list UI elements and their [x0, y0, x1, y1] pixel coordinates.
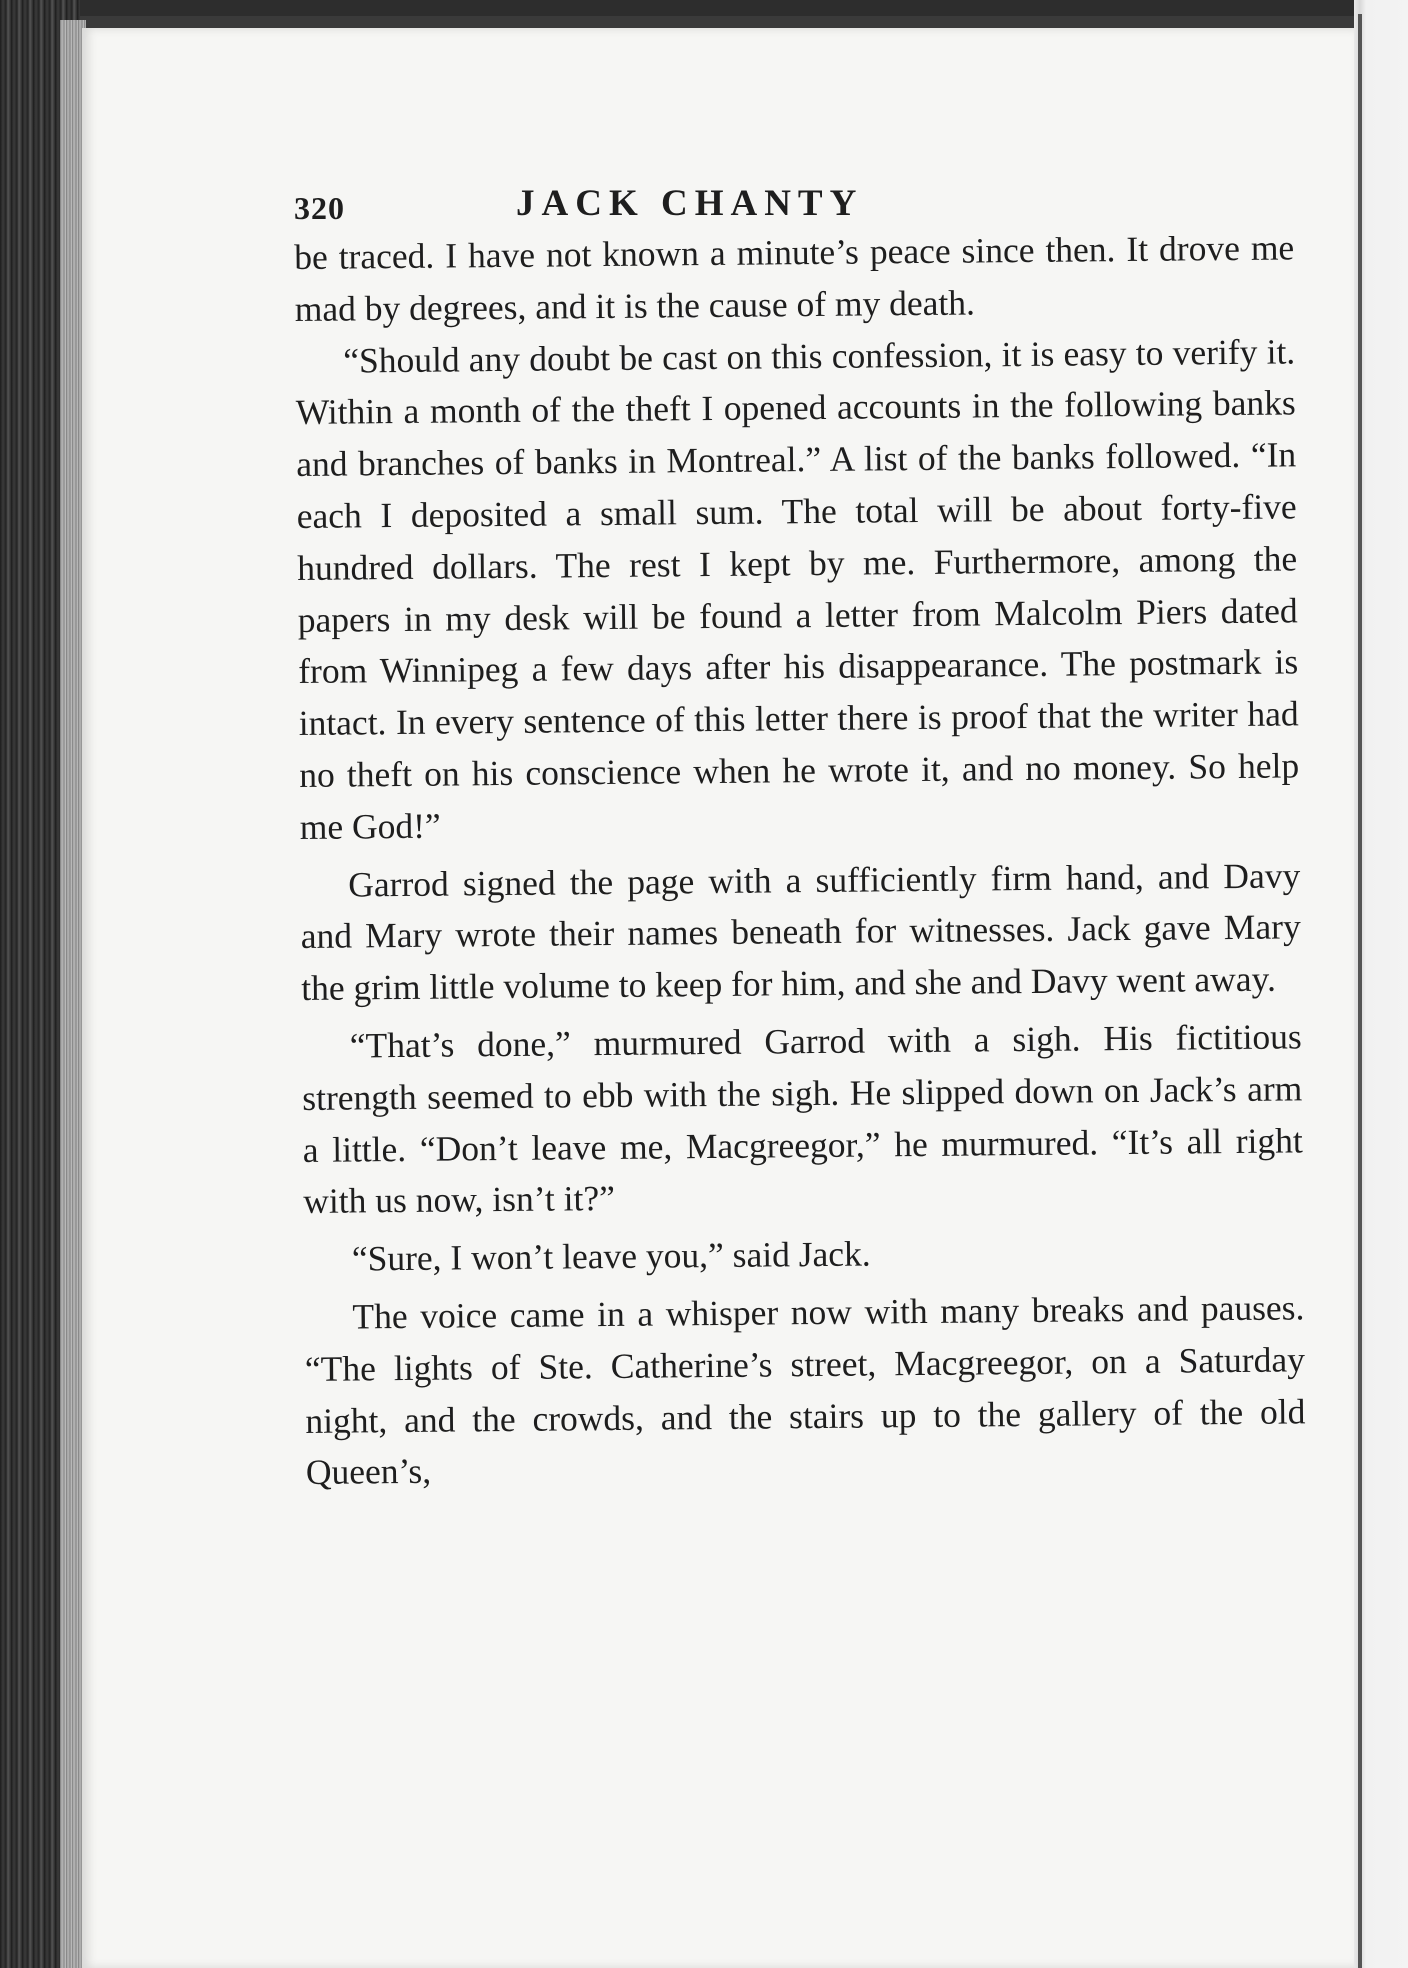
- facing-page-edge: [1354, 0, 1408, 1968]
- page-content: [294, 156, 1332, 1499]
- gutter-line: [1358, 14, 1362, 1968]
- paragraph: “That’s done,” murmured Garrod with a sigh. His fictitious strength seemed to ebb with the sigh. He slipped down on Jack’s arm a little. “Don’t leave me, Macgreegor,” he murmured. “It’s all right with us now, isn’t it?”: [302, 1016, 1303, 1222]
- running-head: JACK CHANTY: [516, 183, 864, 224]
- page-header: [294, 156, 1332, 226]
- paragraph: The voice came in a whisper now with many breaks and pauses. “The lights of Ste. Catherine’s street, Macgreegor, on a Saturday night, and the crowds, and the stairs up to the gallery of the old Queen’s,: [304, 1287, 1306, 1493]
- page-number: 320: [294, 190, 345, 226]
- book-page: [82, 28, 1354, 1968]
- paragraph: be traced. I have not known a minute’s peace since then. It drove me mad by degrees, and it is the cause of my death.: [294, 227, 1295, 329]
- paragraph: “Should any doubt be cast on this confession, it is easy to verify it. Within a month of the theft I opened accounts in the following banks and branches of banks in Montreal.” A list of the banks followed. “In each I deposited a small sum. The total will be about forty-five hundred dollars. The rest I kept by me. Furthermore, among the papers in my desk will be found a letter from Malcolm Piers dated from Winnipeg a few days after his disappearance. The postmark is intact. In every sentence of this letter there is proof that the writer had no theft on his conscience when he wrote it, and no money. So help me God!”: [295, 330, 1300, 847]
- body-text: [294, 222, 1306, 1499]
- paragraph: “Sure, I won’t leave you,” said Jack.: [351, 1233, 871, 1279]
- scan-top-border: [0, 0, 1408, 16]
- paragraph: Garrod signed the page with a sufficiently firm hand, and Davy and Mary wrote their names beneath for witnesses. Jack gave Mary the grim little volume to keep for him, and she and Davy went away.: [300, 854, 1301, 1009]
